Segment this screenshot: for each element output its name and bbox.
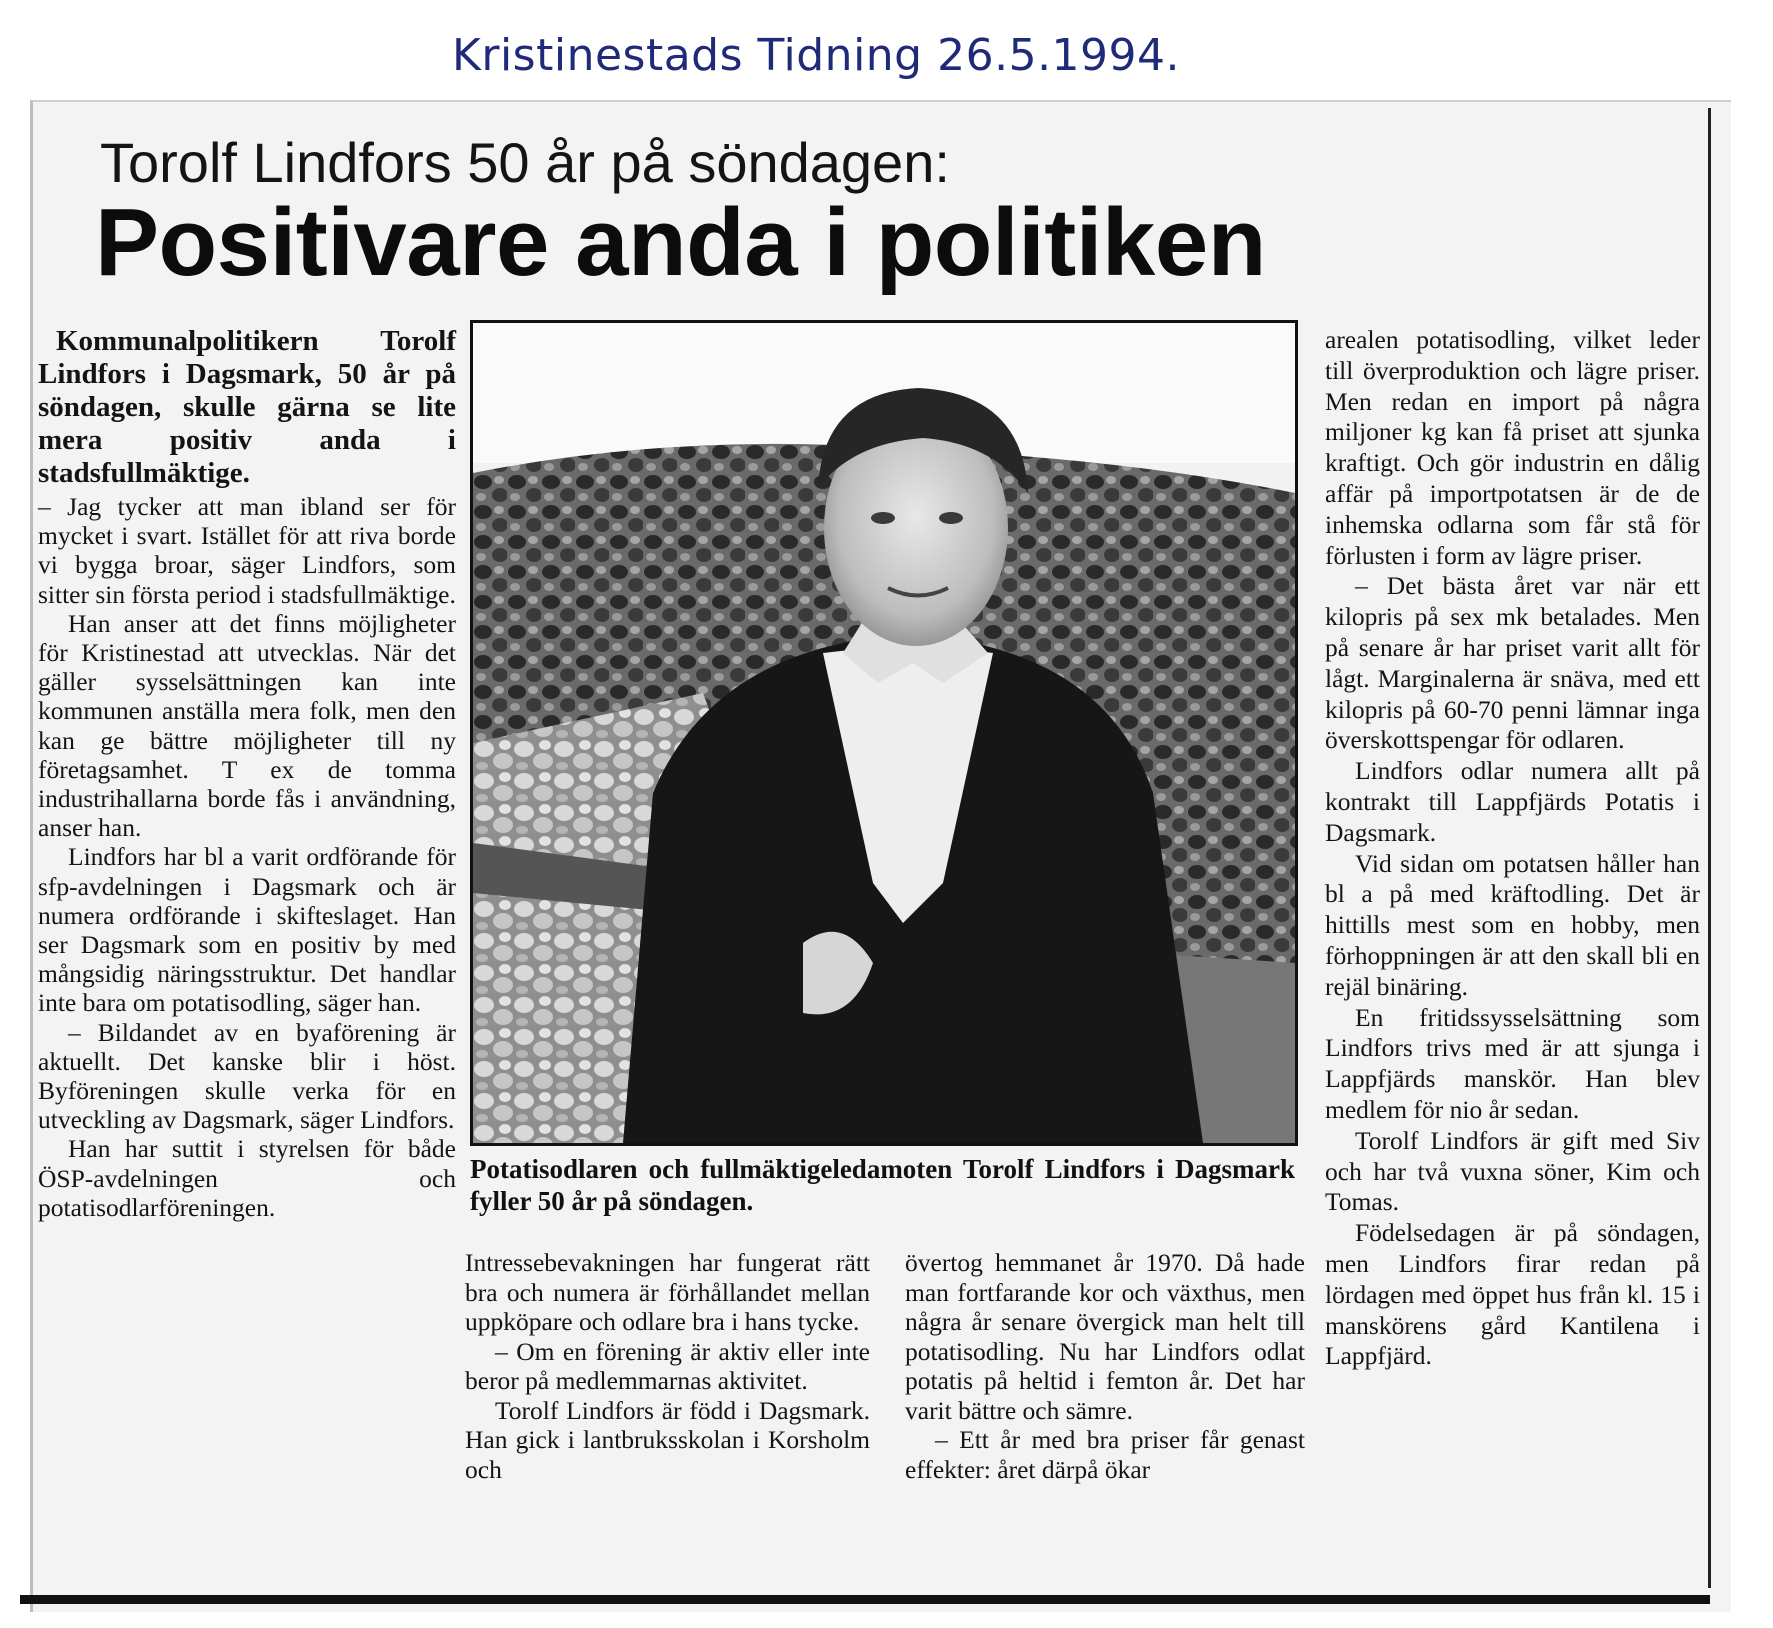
paragraph: Födelsedagen är på söndagen, men Lindfors firar redan på lördagen med öppet hus från kl. 15 i manskörens gård Kantilena i Lappfjärd. — [1325, 1218, 1700, 1371]
paragraph: arealen potatisodling, vilket leder till överproduktion och lägre priser. Men redan en import på några miljoner kg kan få priset att sjunka kraftigt. Och gör industrin en dålig affär på importpotatsen är de de inhemska odlarna som får stå för förlusten i form av lägre priser. — [1325, 325, 1700, 570]
paragraph: – Ett år med bra priser får genast effekter: året därpå ökar — [905, 1425, 1305, 1484]
article-lead: Kommunalpolitikern Torolf Lindfors i Dagsmark, 50 år på söndagen, skulle gärna se lite mera positiv anda i stadsfullmäktige. — [38, 325, 456, 489]
paragraph: Lindfors har bl a varit ordförande för sfp-avdelningen i Dagsmark och är numera ordförande i skifteslaget. Han ser Dagsmark som en positiv by med mångsidig näringsstruktur. Det handlar inte bara om potatisodling, säger han. — [38, 842, 456, 1018]
paragraph: övertog hemmanet år 1970. Då hade man fortfarande kor och växthus, men några år senare övergick man helt till potatisodling. Nu har Lindfors odlat potatis på heltid i femton år. Det har varit bättre och sämre. — [905, 1248, 1305, 1425]
portrait-photo — [470, 320, 1298, 1146]
bottom-rule — [20, 1595, 1710, 1604]
paragraph: – Om en förening är aktiv eller inte beror på medlemmarnas aktivitet. — [465, 1336, 870, 1395]
paragraph: Han anser att det finns möjligheter för Kristinestad att utvecklas. När det gäller sysselsättningen kan inte kommunen anställa mera folk, men den kan ge bättre möjligheter till ny företagsamhet. T ex de tomma industrihallarna borde fås i användning, anser han. — [38, 608, 456, 843]
paragraph: Torolf Lindfors är gift med Siv och har två vuxna söner, Kim och Tomas. — [1325, 1125, 1700, 1217]
paragraph: – Jag tycker att man ibland ser för mycket i svart. Istället för att riva borde vi bygga broar, säger Lindfors, som sitter sin första period i stadsfullmäktige. — [38, 492, 456, 609]
paragraph: Torolf Lindfors är född i Dagsmark. Han gick i lantbruksskolan i Korsholm och — [465, 1395, 870, 1484]
article-headline: Positivare anda i politiken — [95, 189, 1266, 296]
source-caption: Kristinestads Tidning 26.5.1994. — [452, 30, 1181, 81]
paragraph: En fritidssysselsättning som Lindfors trivs med är att sjunga i Lappfjärds manskör. Han blev medlem för nio år sedan. — [1325, 1002, 1700, 1124]
portrait-photo-illustration — [473, 323, 1295, 1143]
article-column-3 — [905, 1248, 1305, 1484]
paragraph: Han har suttit i styrelsen för både ÖSP-avdelningen och potatisodlarföreningen. — [38, 1134, 456, 1222]
article-kicker: Torolf Lindfors 50 år på söndagen: — [100, 131, 950, 194]
paragraph: Vid sidan om potatsen håller han bl a på med kräftodling. Det är hittills mest som en hobby, men förhoppningen är att den skall bli en rejäl binäring. — [1325, 848, 1700, 1001]
article-column-4 — [1325, 325, 1700, 1372]
paragraph: Intressebevakningen har fungerat rätt bra och numera är förhållandet mellan uppköpare och odlare bra i hans tycke. — [465, 1248, 870, 1336]
paragraph: – Bildandet av en byaförening är aktuellt. Det kanske blir i höst. Byföreningen skulle verka för en utveckling av Dagsmark, säger Lindfors. — [38, 1017, 456, 1135]
article-column-1 — [38, 325, 456, 1222]
paragraph: Lindfors odlar numera allt på kontrakt till Lappfjärds Potatis i Dagsmark. — [1325, 756, 1700, 847]
article-column-2 — [465, 1248, 870, 1484]
photo-caption: Potatisodlaren och fullmäktigeledamoten Torolf Lindfors i Dagsmark fyller 50 år på söndagen. — [470, 1154, 1295, 1216]
clipping-edge-rule — [1708, 108, 1711, 1588]
paragraph: – Det bästa året var när ett kilopris på sex mk betalades. Men på senare år har priset varit allt för lågt. Marginalerna är snäva, med ett kilopris på 60-70 penni lämnar inga överskottspengar för odlaren. — [1325, 571, 1700, 755]
